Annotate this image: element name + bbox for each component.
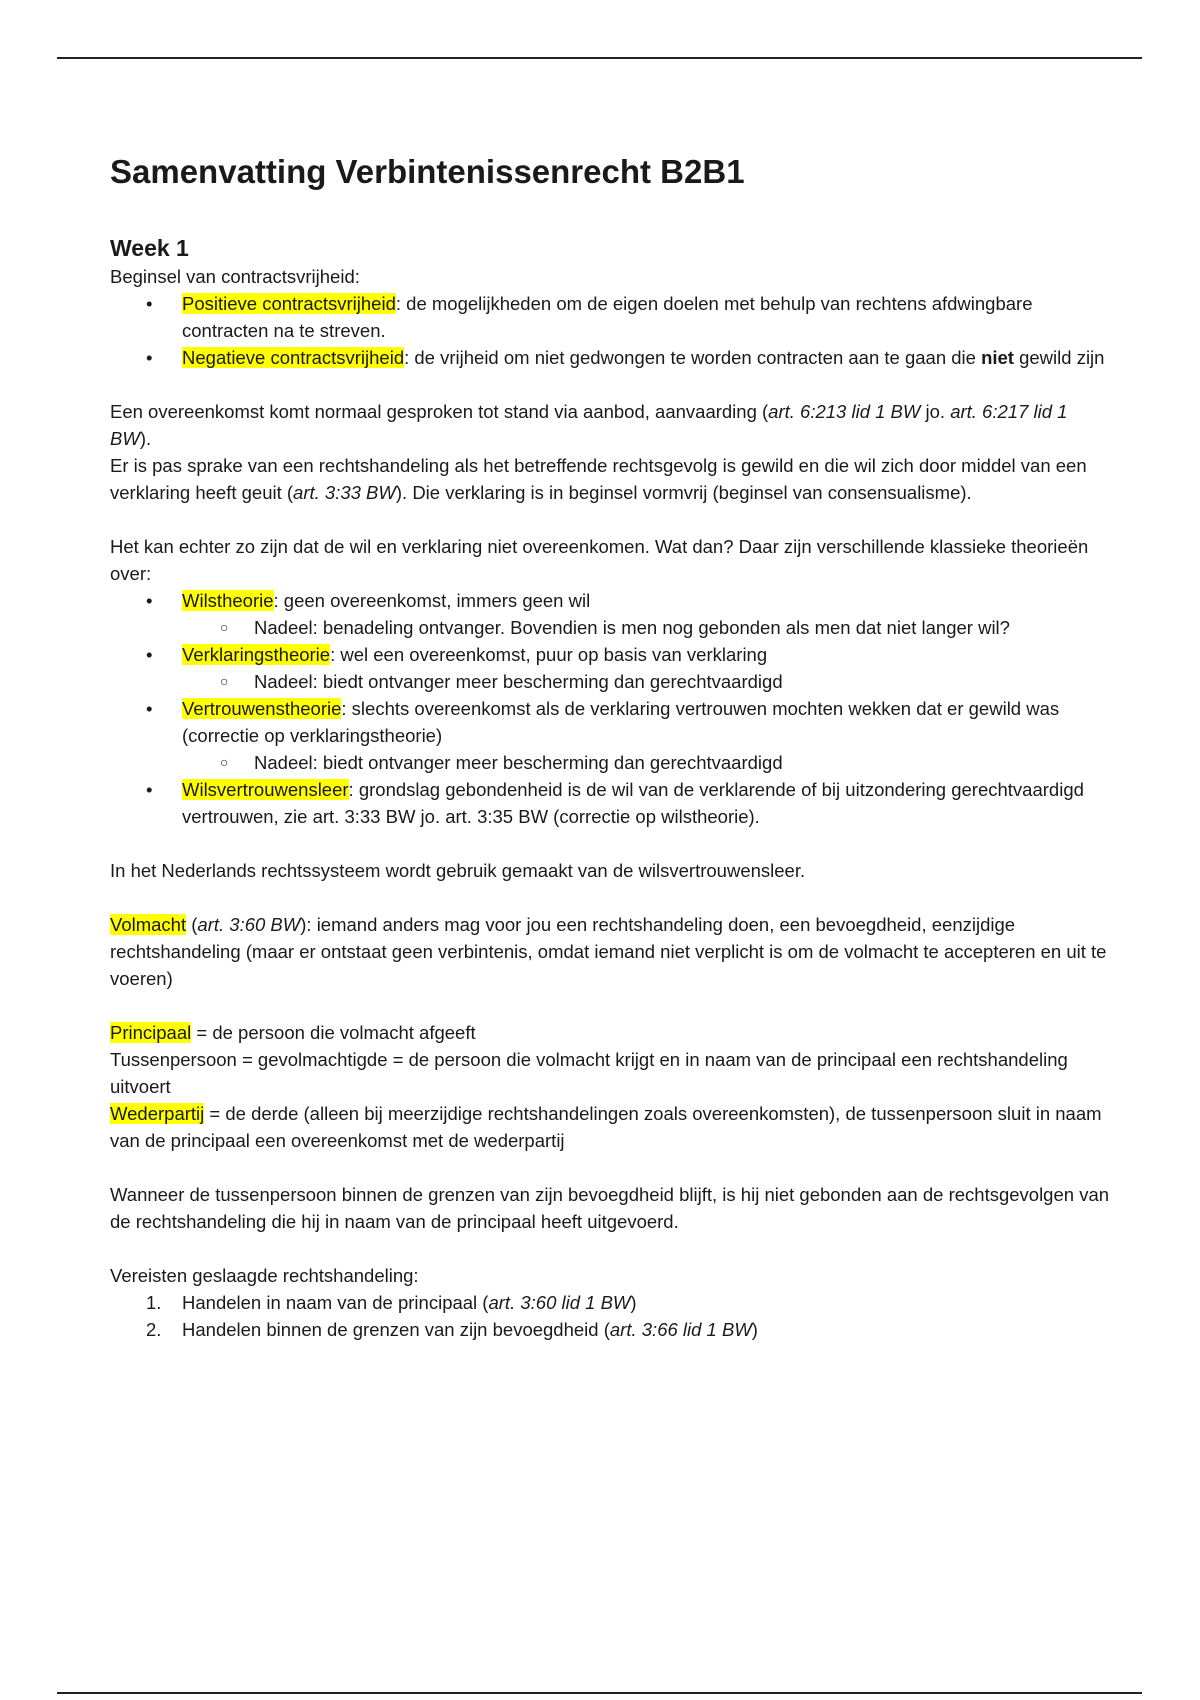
paragraph-rechtshandeling: [110, 452, 1110, 506]
article-reference: art. 3:33 BW: [293, 482, 396, 503]
item-text: gewild zijn: [1013, 347, 1105, 368]
text-run: ): iemand anders mag voor jou een rechtshandeling doen, een bevoegdheid, eenzijdige rechtshandeling (maar er ontstaat geen verbintenis, omdat iemand niet verplicht is om de volmacht te accepteren en uit te voeren): [110, 914, 1107, 989]
bullet-icon: •: [146, 644, 153, 665]
sub-list: [182, 614, 1110, 641]
text-run: ): [751, 1319, 758, 1340]
item-text: : grondslag gebondenheid is de wil van de verklarende of bij uitzondering gerechtvaardigd vertrouwen, zie art. 3:33 BW jo. art. 3:35 BW (correctie op wilstheorie).: [182, 779, 1084, 827]
item-text: Nadeel: benadeling ontvanger. Bovendien is men nog gebonden als men dat niet langer wil?: [254, 617, 1010, 638]
definition-principaal: [110, 1019, 1110, 1046]
document-title: Samenvatting Verbintenissenrecht B2B1: [110, 153, 745, 190]
bullet-icon: •: [146, 590, 153, 611]
text-run: = de derde (alleen bij meerzijdige rechtshandelingen zoals overeenkomsten), de tussenpersoon sluit in naam van de principaal een overeenkomst met de wederpartij: [110, 1103, 1102, 1151]
list-number: 2.: [146, 1319, 162, 1340]
highlighted-term: Wilstheorie: [182, 590, 274, 611]
list-number: 1.: [146, 1292, 162, 1313]
text-run: = de persoon die volmacht afgeeft: [191, 1022, 476, 1043]
definition-tussenpersoon: Tussenpersoon = gevolmachtigde = de persoon die volmacht krijgt en in naam van de principaal een rechtshandeling uitvoert: [110, 1049, 1068, 1097]
circle-bullet-icon: ○: [220, 673, 229, 689]
highlighted-term: Wederpartij: [110, 1103, 205, 1124]
circle-bullet-icon: ○: [220, 619, 229, 635]
bullet-icon: •: [146, 293, 153, 314]
sub-list-item: [110, 749, 1110, 776]
paragraph-grenzen: Wanneer de tussenpersoon binnen de grenzen van zijn bevoegdheid blijft, is hij niet gebonden aan de rechtsgevolgen van de rechtshandeling die hij in naam van de principaal heeft uitgevoerd.: [110, 1184, 1110, 1232]
article-reference: art. 3:60 BW: [197, 914, 301, 935]
paragraph-volmacht: [110, 911, 1110, 992]
document-body: [110, 150, 1110, 1343]
item-text: Nadeel: biedt ontvanger meer bescherming dan gerechtvaardigd: [254, 671, 783, 692]
item-text: Handelen in naam van de principaal (: [182, 1292, 489, 1313]
vereisten-list: [110, 1289, 1110, 1343]
circle-bullet-icon: ○: [220, 754, 229, 770]
list-item: [110, 290, 1110, 344]
item-text: Nadeel: biedt ontvanger meer bescherming dan gerechtvaardigd: [254, 752, 783, 773]
text-run: ).: [139, 428, 152, 449]
text-run: Een overeenkomst komt normaal gesproken tot stand via aanbod, aanvaarding (: [110, 401, 769, 422]
paragraph-overeenkomst: [110, 398, 1110, 452]
week-heading: Week 1: [110, 235, 189, 261]
article-reference: art. 3:60 lid 1 BW: [488, 1292, 631, 1313]
article-reference: art. 6:213 lid 1 BW: [768, 401, 921, 422]
article-reference: art. 6:217 lid 1 BW: [110, 401, 1068, 449]
text-run: (: [186, 914, 198, 935]
bottom-rule: [57, 1692, 1142, 1694]
bullet-icon: •: [146, 698, 153, 719]
item-text: : slechts overeenkomst als de verklaring vertrouwen mochten wekken dat er gewild was (correctie op verklaringstheorie): [182, 698, 1060, 746]
sub-list: [182, 749, 1110, 776]
item-text: : de vrijheid om niet gedwongen te worden contracten aan te gaan die: [404, 347, 982, 368]
paragraph-nederlands-rechtssysteem: In het Nederlands rechtssysteem wordt gebruik gemaakt van de wilsvertrouwensleer.: [110, 860, 806, 881]
item-text: : de mogelijkheden om de eigen doelen met behulp van rechtens afdwingbare contracten na te streven.: [182, 293, 1033, 341]
highlighted-term: Principaal: [110, 1022, 192, 1043]
highlighted-term: Negatieve contractsvrijheid: [182, 347, 405, 368]
sub-list-item: [110, 668, 1110, 695]
highlighted-term: Volmacht: [110, 914, 187, 935]
list-item: [110, 1316, 1110, 1343]
text-run: ). Die verklaring is in beginsel vormvrij (beginsel van consensualisme).: [395, 482, 972, 503]
sub-list-item: [110, 614, 1110, 641]
highlighted-term: Vertrouwenstheorie: [182, 698, 342, 719]
list-item: [110, 587, 1110, 641]
list-item: [110, 344, 1110, 371]
contractsvrijheid-intro: Beginsel van contractsvrijheid:: [110, 266, 360, 287]
paragraph-theorieen: Het kan echter zo zijn dat de wil en verklaring niet overeenkomen. Wat dan? Daar zijn verschillende klassieke theorieën over:: [110, 536, 1089, 584]
bullet-icon: •: [146, 347, 153, 368]
text-run: jo.: [920, 401, 951, 422]
list-item: [110, 776, 1110, 830]
bold-word: niet: [981, 347, 1014, 368]
highlighted-term: Positieve contractsvrijheid: [182, 293, 396, 314]
list-item: [110, 695, 1110, 776]
text-run: ): [630, 1292, 637, 1313]
item-text: : geen overeenkomst, immers geen wil: [273, 590, 591, 611]
top-rule: [57, 57, 1142, 59]
theories-list: [110, 587, 1110, 830]
highlighted-term: Verklaringstheorie: [182, 644, 331, 665]
text-run: Er is pas sprake van een rechtshandeling als het betreffende rechtsgevolg is gewild en die wil zich door middel van een verklaring heeft geuit (: [110, 455, 1087, 503]
highlighted-term: Wilsvertrouwensleer: [182, 779, 349, 800]
list-item: [110, 641, 1110, 695]
contractsvrijheid-list: [110, 290, 1110, 371]
list-item: [110, 1289, 1110, 1316]
article-reference: art. 3:66 lid 1 BW: [609, 1319, 752, 1340]
bullet-icon: •: [146, 779, 153, 800]
definition-wederpartij: [110, 1100, 1110, 1154]
sub-list: [182, 668, 1110, 695]
item-text: Handelen binnen de grenzen van zijn bevoegdheid (: [182, 1319, 610, 1340]
item-text: : wel een overeenkomst, puur op basis van verklaring: [330, 644, 768, 665]
vereisten-intro: Vereisten geslaagde rechtshandeling:: [110, 1265, 419, 1286]
